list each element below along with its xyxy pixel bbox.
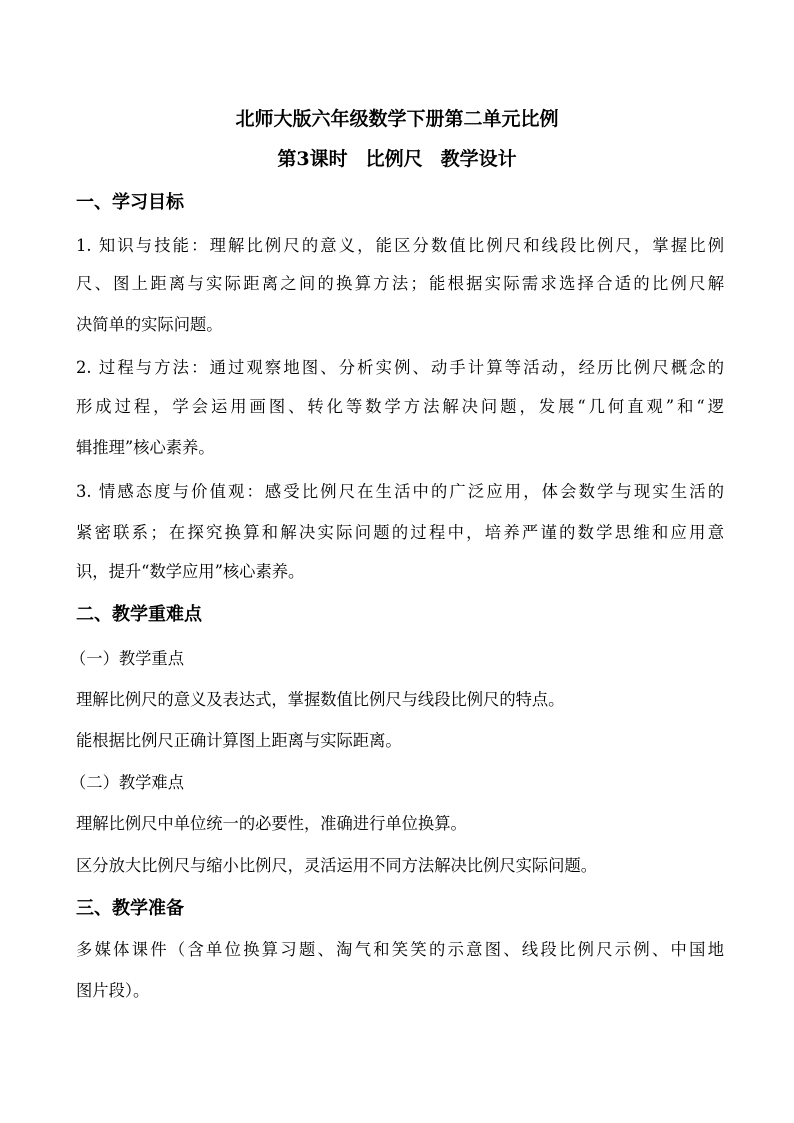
list-item: 理解比例尺中单位统一的必要性，准确进行单位换算。 [76, 814, 467, 833]
lesson-subtitle [0, 147, 794, 171]
paragraph-line: 2. 过程与方法：通过观察地图、分析实例、动手计算等活动，经历比例尺概念的 [76, 358, 724, 377]
paragraph-line: 紧密联系；在探究换算和解决实际问题的过程中，培养严谨的数学思维和应用意 [76, 523, 724, 542]
paragraph-line: 识，提升“数学应用”核心素养。 [76, 562, 305, 581]
list-item: 能根据比例尺正确计算图上距离与实际距离。 [76, 731, 402, 750]
list-item: 区分放大比例尺与缩小比例尺，灵活运用不同方法解决比例尺实际问题。 [76, 856, 598, 875]
document-title: 北师大版六年级数学下册第二单元比例 [235, 108, 559, 130]
paragraph-line: 尺、图上距离与实际距离之间的换算方法；能根据实际需求选择合适的比例尺解 [76, 274, 724, 293]
paragraph-line: 多媒体课件（含单位换算习题、淘气和笑笑的示意图、线段比例尺示例、中国地 [76, 940, 724, 959]
section-heading-objectives: 一、学习目标 [76, 192, 184, 213]
paragraph-line: 图片段）。 [76, 981, 150, 1000]
subsection-label-difficulty: （二）教学难点 [70, 773, 184, 792]
lesson-topic: 比例尺 [365, 148, 423, 170]
list-item: 理解比例尺的意义及表达式，掌握数值比例尺与线段比例尺的特点。 [76, 690, 565, 709]
section-heading-key-points: 二、教学重难点 [76, 604, 202, 625]
paragraph-line: 形成过程，学会运用画图、转化等数学方法解决问题，发展“几何直观”和“逻 [76, 397, 724, 416]
paragraph-line: 1. 知识与技能：理解比例尺的意义，能区分数值比例尺和线段比例尺，掌握比例 [76, 236, 724, 255]
lesson-design-label: 教学设计 [440, 148, 517, 170]
paragraph-line: 3. 情感态度与价值观：感受比例尺在生活中的广泛应用，体会数学与现实生活的 [76, 482, 724, 501]
paragraph-line: 辑推理”核心素养。 [76, 438, 215, 457]
paragraph-line: 决简单的实际问题。 [76, 315, 223, 334]
lesson-number: 第3课时 [277, 148, 348, 170]
section-heading-preparation: 三、教学准备 [76, 898, 184, 919]
subsection-label-key-point: （一）教学重点 [70, 649, 184, 668]
